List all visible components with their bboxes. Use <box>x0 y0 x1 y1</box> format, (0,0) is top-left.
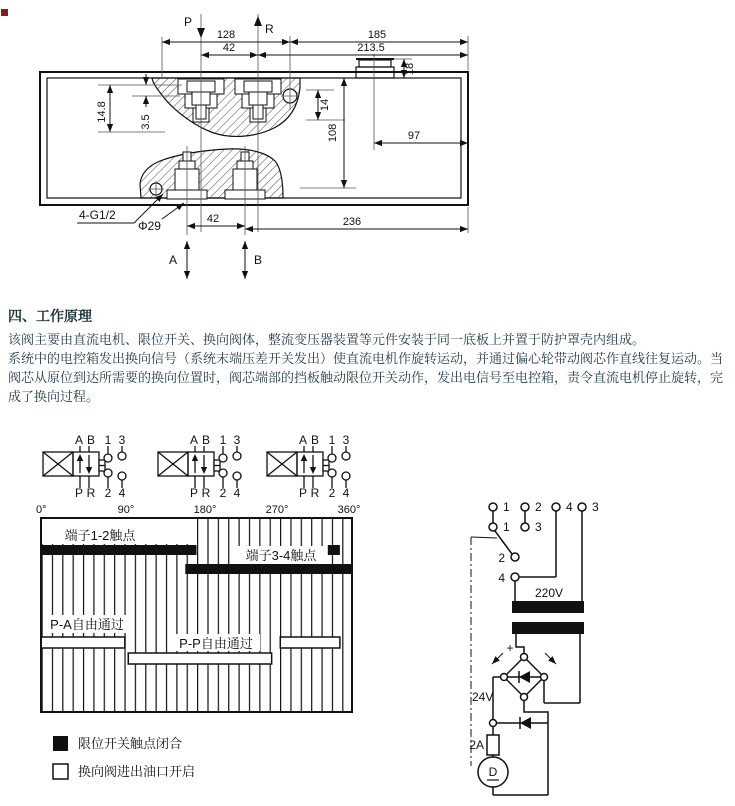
timing-chart <box>36 504 360 712</box>
svg-text:P: P <box>189 486 199 500</box>
legend-swatch-filled <box>53 736 68 751</box>
diameter-label: Φ29 <box>138 219 161 233</box>
chart-legend <box>53 736 195 779</box>
row-label-contact-1-2: 端子1-2触点 <box>64 528 136 543</box>
timing-bar <box>185 564 352 574</box>
valve-symbol-1 <box>43 446 126 488</box>
dimension-lines <box>77 29 468 279</box>
polarity-plus-label: + <box>506 641 514 655</box>
row-label-p-p: P-P自由通过 <box>179 636 253 651</box>
section-paragraph-2: 系统中的电控箱发出换向信号（系统末端压差开关发出）使直流电机作旋转运动，并通过偏心轮带动阀芯作直线往复运动。当阀芯从原位到达所需要的换向位置时，阀芯端部的挡板触动限位开关动作，发出电信号至电控箱，责令直流电机停止旋转，完成了换向过程。 <box>8 351 724 404</box>
svg-text:A: A <box>189 433 199 447</box>
bridge-rectifier <box>492 653 556 701</box>
port-label-a: A <box>168 253 177 267</box>
terminal-2-label: 2 <box>535 500 542 514</box>
tick-180: 180° <box>193 504 217 516</box>
dim-42-bottom: 42 <box>206 213 220 225</box>
bridge-diode-icon <box>519 671 530 683</box>
dim-185: 185 <box>367 29 387 41</box>
tick-270: 270° <box>265 504 289 516</box>
mid-terminal-3-label: 3 <box>535 520 542 534</box>
working-principle-section <box>8 306 730 406</box>
svg-text:A: A <box>74 433 84 447</box>
port-label-b: B <box>254 253 263 267</box>
dim-42-top: 42 <box>222 42 236 54</box>
fuse-rating-label: 2A <box>469 738 484 752</box>
timing-bar <box>41 637 125 648</box>
p-flow-arrow <box>197 28 205 38</box>
freewheel-diode-icon <box>520 717 531 729</box>
mid-terminal-1-label: 1 <box>503 520 510 534</box>
valve-symbols <box>43 433 350 500</box>
terminal-3-label: 3 <box>592 500 599 514</box>
dim-108: 108 <box>327 123 339 143</box>
legend-label-open: 换向阀进出油口开启 <box>78 764 196 779</box>
motor-label: D <box>488 765 498 779</box>
port-label-r: R <box>265 22 274 36</box>
mechanical-drawing <box>40 14 468 279</box>
svg-text:2: 2 <box>328 486 336 500</box>
electrical-circuit <box>469 500 599 795</box>
top-boss <box>356 54 394 150</box>
tick-360: 360° <box>337 504 361 516</box>
svg-text:2: 2 <box>104 486 112 500</box>
svg-text:B: B <box>86 433 96 447</box>
svg-text:R: R <box>310 486 320 500</box>
svg-text:A: A <box>298 433 308 447</box>
tick-90: 90° <box>117 504 135 516</box>
legend-swatch-open <box>53 764 68 779</box>
switch-4-label: 4 <box>498 571 505 585</box>
port-label-p: P <box>183 15 192 29</box>
junction-node <box>490 720 497 727</box>
svg-text:4: 4 <box>233 486 241 500</box>
terminal-4-label: 4 <box>566 500 573 514</box>
svg-text:B: B <box>310 433 320 447</box>
legend-label-filled: 限位开关触点闭合 <box>78 736 183 751</box>
fuse <box>487 735 499 755</box>
dim-18: 18 <box>404 62 416 76</box>
row-label-p-a: P-A自由通过 <box>50 617 124 632</box>
dim-128: 128 <box>216 29 236 41</box>
dim-14: 14 <box>319 98 331 112</box>
switch-2-label: 2 <box>498 551 505 565</box>
dim-14-8: 14.8 <box>96 101 108 123</box>
timing-bar <box>41 545 197 555</box>
row-label-contact-3-4: 端子3-4触点 <box>245 548 317 563</box>
thread-label: 4-G1/2 <box>79 208 116 222</box>
svg-text:1: 1 <box>104 433 112 447</box>
svg-text:R: R <box>86 486 96 500</box>
valve-symbol-3 <box>267 446 350 488</box>
section-paragraph-1: 该阀主要由直流电机、限位开关、换向阀体，整流变压器装置等元件安装于同一底板上并置于防护罩壳内组成。 <box>8 332 646 347</box>
timing-bar <box>280 637 340 648</box>
tick-0: 0° <box>36 504 47 516</box>
dim-97: 97 <box>407 130 421 142</box>
dim-3-5: 3.5 <box>140 114 152 130</box>
valve-symbol-2 <box>158 446 241 488</box>
svg-text:3: 3 <box>118 433 126 447</box>
svg-text:P: P <box>298 486 308 500</box>
svg-text:1: 1 <box>219 433 227 447</box>
terminal-1-label: 1 <box>503 500 510 514</box>
svg-text:4: 4 <box>342 486 350 500</box>
primary-voltage-label: 220V <box>534 586 564 600</box>
svg-text:2: 2 <box>219 486 227 500</box>
timing-bar <box>128 653 271 664</box>
svg-text:B: B <box>201 433 211 447</box>
dim-236: 236 <box>342 216 362 228</box>
svg-text:P: P <box>74 486 84 500</box>
svg-text:4: 4 <box>118 486 126 500</box>
svg-text:R: R <box>201 486 211 500</box>
svg-text:3: 3 <box>233 433 241 447</box>
svg-text:3: 3 <box>342 433 350 447</box>
svg-text:1: 1 <box>328 433 336 447</box>
dim-213-5: 213.5 <box>357 42 385 54</box>
timing-bar <box>328 545 340 555</box>
transformer <box>512 601 584 634</box>
section-heading: 四、工作原理 <box>8 308 92 324</box>
r-flow-arrow <box>254 16 262 26</box>
secondary-voltage-label: 24V <box>472 690 494 704</box>
